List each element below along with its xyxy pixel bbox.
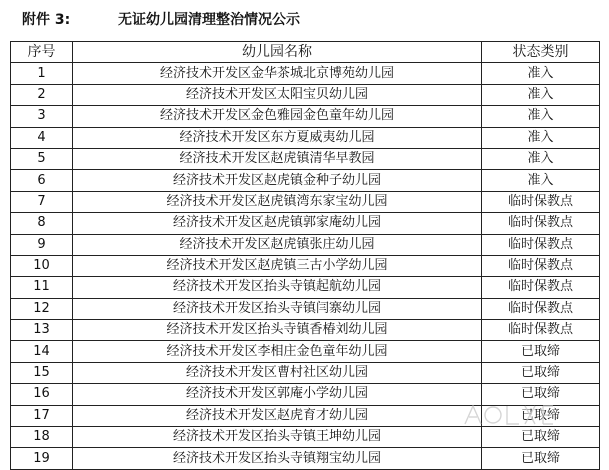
cell-name: 经济技术开发区金华茶城北京博苑幼儿园 — [73, 63, 482, 84]
table-row — [11, 63, 600, 84]
cell-number: 8 — [11, 213, 73, 234]
cell-number: 16 — [11, 384, 73, 405]
cell-name: 经济技术开发区金色雅园金色童年幼儿园 — [73, 106, 482, 127]
table-row — [11, 84, 600, 105]
table-row — [11, 298, 600, 319]
cell-number: 1 — [11, 63, 73, 84]
cell-number: 17 — [11, 405, 73, 426]
cell-name: 经济技术开发区东方夏威夷幼儿园 — [73, 127, 482, 148]
cell-name: 经济技术开发区郭庵小学幼儿园 — [73, 384, 482, 405]
cell-status: 已取缔 — [482, 341, 600, 362]
cell-status: 已取缔 — [482, 405, 600, 426]
table-row — [11, 427, 600, 448]
cell-status: 准入 — [482, 170, 600, 191]
cell-name: 经济技术开发区抬头寺镇香椿刘幼儿园 — [73, 320, 482, 341]
table-row — [11, 170, 600, 191]
table-row — [11, 127, 600, 148]
cell-name: 经济技术开发区赵虎镇张庄幼儿园 — [73, 234, 482, 255]
table-row — [11, 320, 600, 341]
cell-number: 6 — [11, 170, 73, 191]
cell-status: 临时保教点 — [482, 213, 600, 234]
table-row — [11, 448, 600, 469]
cell-name: 经济技术开发区抬头寺镇王坤幼儿园 — [73, 427, 482, 448]
document-header — [22, 6, 599, 34]
cell-name: 经济技术开发区赵虎育才幼儿园 — [73, 405, 482, 426]
column-header-number: 序号 — [11, 42, 73, 63]
cell-number: 13 — [11, 320, 73, 341]
cell-number: 5 — [11, 148, 73, 169]
cell-number: 10 — [11, 255, 73, 276]
cell-name: 经济技术开发区赵虎镇金种子幼儿园 — [73, 170, 482, 191]
cell-status: 已取缔 — [482, 362, 600, 383]
table-header-row — [11, 42, 600, 63]
cell-status: 已取缔 — [482, 427, 600, 448]
table-row — [11, 234, 600, 255]
cell-name: 经济技术开发区曹村社区幼儿园 — [73, 362, 482, 383]
table-row — [11, 106, 600, 127]
cell-status: 临时保教点 — [482, 234, 600, 255]
cell-name: 经济技术开发区抬头寺镇闫寨幼儿园 — [73, 298, 482, 319]
cell-number: 15 — [11, 362, 73, 383]
table-row — [11, 255, 600, 276]
cell-status: 准入 — [482, 84, 600, 105]
table-row — [11, 191, 600, 212]
cell-status: 临时保教点 — [482, 191, 600, 212]
document-title: 无证幼儿园清理整治情况公示 — [118, 12, 300, 28]
cell-number: 4 — [11, 127, 73, 148]
cell-status: 已取缔 — [482, 384, 600, 405]
cell-number: 3 — [11, 106, 73, 127]
cell-status: 准入 — [482, 63, 600, 84]
cell-name: 经济技术开发区李相庄金色童年幼儿园 — [73, 341, 482, 362]
kindergarten-table — [10, 41, 600, 470]
cell-status: 临时保教点 — [482, 320, 600, 341]
table-row — [11, 341, 600, 362]
column-header-name: 幼儿园名称 — [73, 42, 482, 63]
cell-number: 18 — [11, 427, 73, 448]
cell-name: 经济技术开发区赵虎镇湾东家宝幼儿园 — [73, 191, 482, 212]
cell-name: 经济技术开发区太阳宝贝幼儿园 — [73, 84, 482, 105]
cell-status: 准入 — [482, 148, 600, 169]
cell-status: 已取缔 — [482, 448, 600, 469]
cell-status: 临时保教点 — [482, 255, 600, 276]
table-row — [11, 213, 600, 234]
cell-name: 经济技术开发区抬头寺镇起航幼儿园 — [73, 277, 482, 298]
table-row — [11, 362, 600, 383]
table-row — [11, 384, 600, 405]
cell-status: 准入 — [482, 106, 600, 127]
cell-number: 7 — [11, 191, 73, 212]
table-row — [11, 148, 600, 169]
cell-status: 准入 — [482, 127, 600, 148]
annex-label: 附件 3: — [22, 12, 71, 28]
cell-name: 经济技术开发区抬头寺镇翔宝幼儿园 — [73, 448, 482, 469]
cell-number: 14 — [11, 341, 73, 362]
cell-status: 临时保教点 — [482, 298, 600, 319]
table-row — [11, 405, 600, 426]
cell-number: 2 — [11, 84, 73, 105]
cell-name: 经济技术开发区赵虎镇清华早教园 — [73, 148, 482, 169]
cell-number: 9 — [11, 234, 73, 255]
cell-number: 12 — [11, 298, 73, 319]
cell-number: 19 — [11, 448, 73, 469]
cell-name: 经济技术开发区赵虎镇郭家庵幼儿园 — [73, 213, 482, 234]
cell-status: 临时保教点 — [482, 277, 600, 298]
column-header-status: 状态类别 — [482, 42, 600, 63]
cell-name: 经济技术开发区赵虎镇三古小学幼儿园 — [73, 255, 482, 276]
cell-number: 11 — [11, 277, 73, 298]
table-row — [11, 277, 600, 298]
